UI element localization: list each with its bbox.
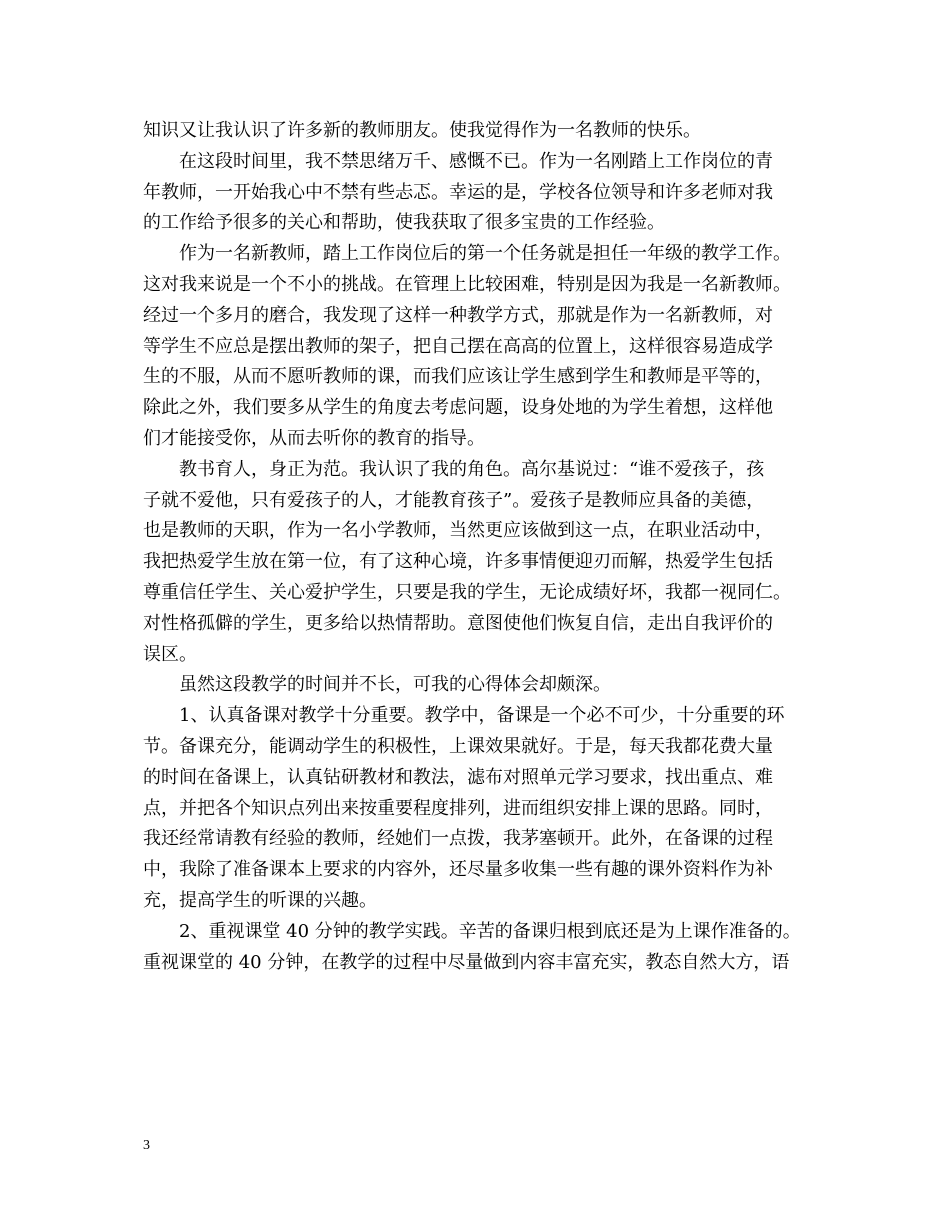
body-text: [143, 116, 813, 978]
text-line: 的时间在备课上，认真钻研教材和教法，滤布对照单元学习要求，找出重点、难: [143, 766, 773, 788]
text-line: 节。备课充分，能调动学生的积极性，上课效果就好。于是，每天我都花费大量: [143, 735, 773, 757]
text-line: 年教师，一开始我心中不禁有些忐忑。幸运的是，学校各位领导和许多老师对我: [143, 181, 773, 203]
text-line: 在这段时间里，我不禁思绪万千、感慨不已。作为一名刚踏上工作岗位的青: [179, 150, 773, 172]
text-line: 中，我除了准备课本上要求的内容外，还尽量多收集一些有趣的课外资料作为补: [143, 859, 773, 881]
text-line: 也是教师的天职，作为一名小学教师，当然更应该做到这一点，在职业活动中，: [143, 520, 773, 542]
text-line: 作为一名新教师，踏上工作岗位后的第一个任务就是担任一年级的教学工作。: [179, 243, 791, 265]
text-line: 我把热爱学生放在第一位，有了这种心境，许多事情便迎刃而解，热爱学生包括: [143, 551, 773, 573]
text-line: 生的不服，从而不愿听教师的课，而我们应该让学生感到学生和教师是平等的，: [143, 366, 773, 388]
text-line: 这对我来说是一个不小的挑战。在管理上比较困难，特别是因为我是一名新教师。: [143, 273, 791, 295]
text-line: 误区。: [143, 643, 197, 665]
text-line: 除此之外，我们要多从学生的角度去考虑问题，设身处地的为学生着想，这样他: [143, 397, 773, 419]
text-line: 子就不爱他，只有爱孩子的人，才能教育孩子”。爱孩子是教师应具备的美德，: [143, 489, 765, 511]
text-line: 重视课堂的 40 分钟，在教学的过程中尽量做到内容丰富充实，教态自然大方，语: [143, 951, 790, 973]
text-line: 的工作给予很多的关心和帮助，使我获取了很多宝贵的工作经验。: [143, 212, 665, 234]
text-line: 等学生不应总是摆出教师的架子，把自己摆在高高的位置上，这样很容易造成学: [143, 335, 773, 357]
text-line: 充，提高学生的听课的兴趣。: [143, 889, 377, 911]
text-line: 对性格孤僻的学生，更多给以热情帮助。意图使他们恢复自信，走出自我评价的: [143, 612, 773, 634]
text-line: 点，并把各个知识点列出来按重要程度排列，进而组织安排上课的思路。同时，: [143, 797, 773, 819]
text-line: 教书育人，身正为范。我认识了我的角色。高尔基说过：“谁不爱孩子，孩: [179, 458, 765, 480]
text-line: 们才能接受你，从而去听你的教育的指导。: [143, 427, 485, 449]
text-line: 2、重视课堂 40 分钟的教学实践。辛苦的备课归根到底还是为上课作准备的。: [179, 920, 801, 942]
text-line: 知识又让我认识了许多新的教师朋友。使我觉得作为一名教师的快乐。: [143, 120, 701, 141]
text-line: 尊重信任学生、关心爱护学生，只要是我的学生，无论成绩好坏，我都一视同仁。: [143, 581, 791, 603]
text-line: 1、认真备课对教学十分重要。教学中，备课是一个必不可少，十分重要的环: [179, 705, 785, 727]
text-line: 经过一个多月的磨合，我发现了这样一种教学方式，那就是作为一名新教师，对: [143, 304, 773, 326]
text-line: 我还经常请教有经验的教师，经她们一点拨，我茅塞顿开。此外，在备课的过程: [143, 828, 773, 850]
text-line: 虽然这段教学的时间并不长，可我的心得体会却颇深。: [179, 674, 611, 696]
page-number: 3: [143, 1138, 150, 1153]
